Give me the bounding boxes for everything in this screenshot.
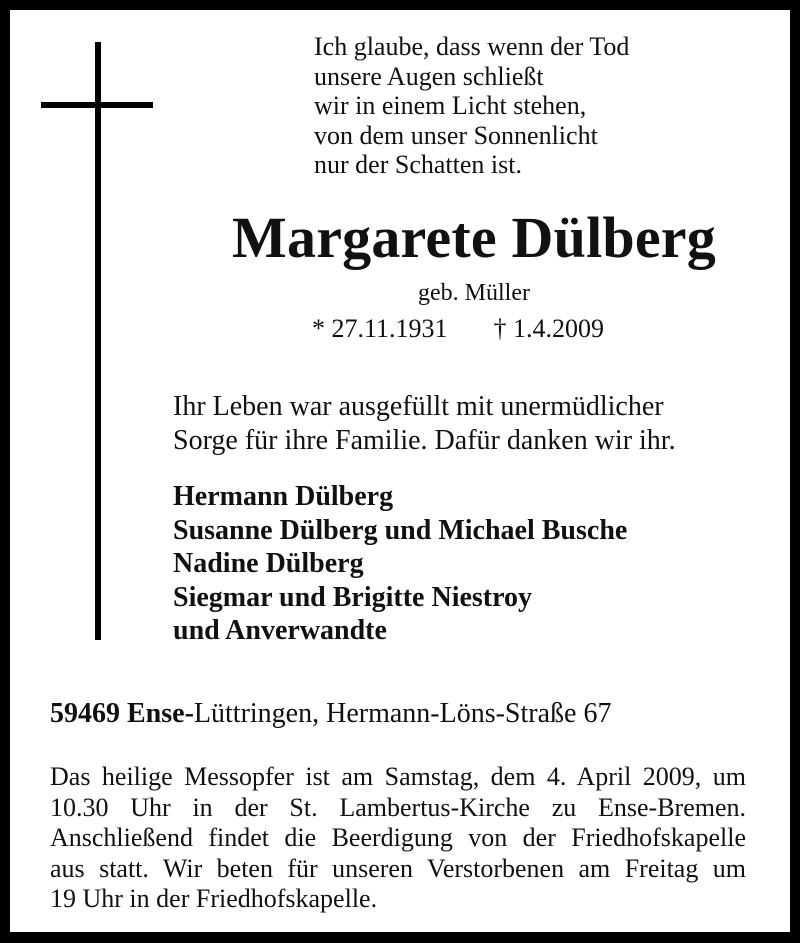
cross-vertical-bar [95,42,101,640]
tribute-line: Sorge für ihre Familie. Dafür danken wir ihr. [173,425,676,456]
poem-line: von dem unser Sonnenlicht [314,120,598,150]
address-postal: 59469 Ense- [50,698,194,729]
birth-date: * 27.11.1931 [312,314,448,343]
mourner: Siegmar und Brigitte Niestroy [173,581,533,613]
maiden-name: geb. Müller [418,280,530,306]
poem [314,32,629,180]
service-line: 10.30 Uhr in der St. Lambertus-Kirche zu Ense-Bremen. [50,792,746,822]
address [50,698,611,730]
deceased-name: Margarete Dülberg [232,205,716,270]
obituary-notice [10,10,790,932]
service-line: 19 Uhr in der Friedhofskapelle. [50,884,378,913]
mourner: und Anverwandte [173,615,387,646]
life-dates [312,314,604,344]
address-street: Lüttringen, Hermann-Löns-Straße 67 [193,698,612,729]
mourner: Nadine Dülberg [173,548,364,579]
poem-line: Ich glaube, dass wenn der Tod [314,32,630,61]
mourner: Hermann Dülberg [173,481,394,512]
death-date: † 1.4.2009 [493,314,605,343]
poem-line: nur der Schatten ist. [314,150,522,179]
service-line: Das heilige Messopfer ist am Samstag, dem 4. April 2009, um [50,762,746,791]
cross-horizontal-bar [41,102,153,108]
tribute-text [173,390,676,458]
poem-line: unsere Augen schließt [314,61,544,91]
mourners-list [173,480,627,648]
poem-line: wir in einem Licht stehen, [314,91,587,120]
service-line: aus statt. Wir beten für unseren Verstorbenen am Freitag um [50,853,746,883]
service-line: Anschließend findet die Beerdigung von der Friedhofskapelle [50,823,746,852]
mourner: Susanne Dülberg und Michael Busche [173,514,628,546]
tribute-line: Ihr Leben war ausgefüllt mit unermüdlicher [173,391,664,422]
service-info [50,762,746,915]
